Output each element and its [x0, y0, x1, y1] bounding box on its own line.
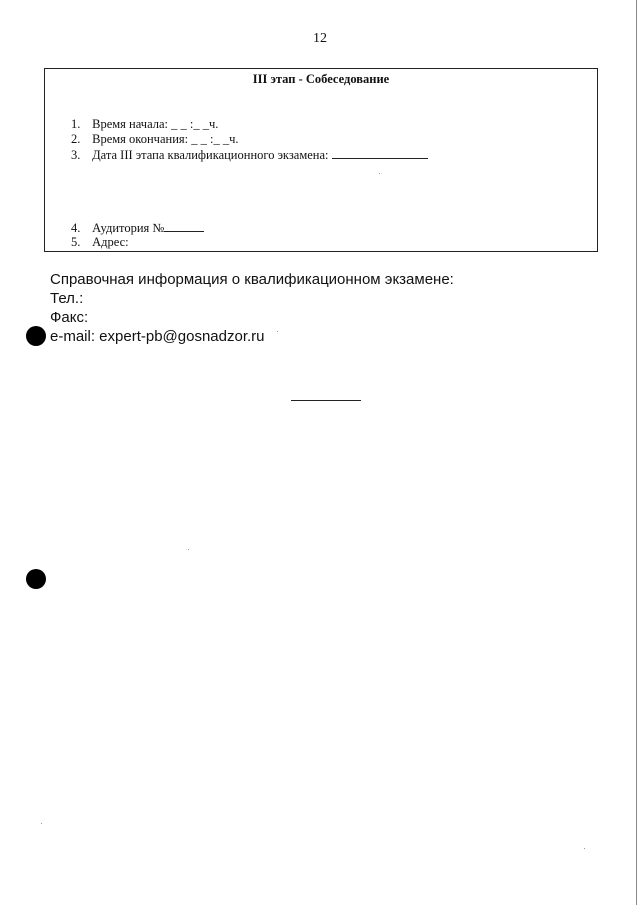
- item-number: 4.: [71, 221, 81, 235]
- item-number: 2.: [71, 132, 81, 146]
- item-number: 1.: [71, 117, 81, 131]
- item-number: 3.: [71, 148, 81, 162]
- end-time-value: _ _ :_ _ч.: [191, 132, 239, 146]
- page-edge: [636, 0, 637, 905]
- auditorium-label: Аудитория №: [92, 221, 165, 235]
- start-time-item: [71, 117, 218, 131]
- email-line: e-mail: expert-pb@gosnadzor.ru: [50, 328, 265, 345]
- scan-speck: [584, 848, 585, 849]
- stage-three-box: [44, 68, 598, 252]
- scan-speck: [188, 549, 189, 550]
- punch-hole-mark: [26, 569, 46, 589]
- fax-label: Факс:: [50, 309, 89, 326]
- scan-speck: [277, 331, 278, 332]
- address-item: [71, 235, 129, 249]
- address-label: Адрес:: [92, 235, 129, 249]
- reference-info: [50, 270, 454, 346]
- end-time-item: [71, 132, 239, 146]
- exam-date-label: Дата III этапа квалификационного экзамена:: [92, 148, 329, 162]
- auditorium-item: [71, 220, 204, 235]
- item-number: 5.: [71, 235, 81, 249]
- scan-speck: [379, 173, 380, 174]
- auditorium-blank: [164, 220, 204, 232]
- stage-title: III этап - Собеседование: [252, 72, 390, 86]
- punch-hole-mark: [26, 326, 46, 346]
- page-number: 12: [313, 31, 327, 46]
- scan-speck: [41, 823, 42, 824]
- exam-date-item: [71, 147, 428, 162]
- start-time-value: _ _ :_ _ч.: [171, 117, 219, 131]
- start-time-label: Время начала:: [92, 117, 168, 131]
- end-divider: [291, 400, 361, 401]
- exam-date-blank: [332, 147, 428, 159]
- reference-heading: Справочная информация о квалификационном экзамене:: [50, 271, 454, 288]
- phone-label: Тел.:: [50, 290, 84, 307]
- end-time-label: Время окончания:: [92, 132, 189, 146]
